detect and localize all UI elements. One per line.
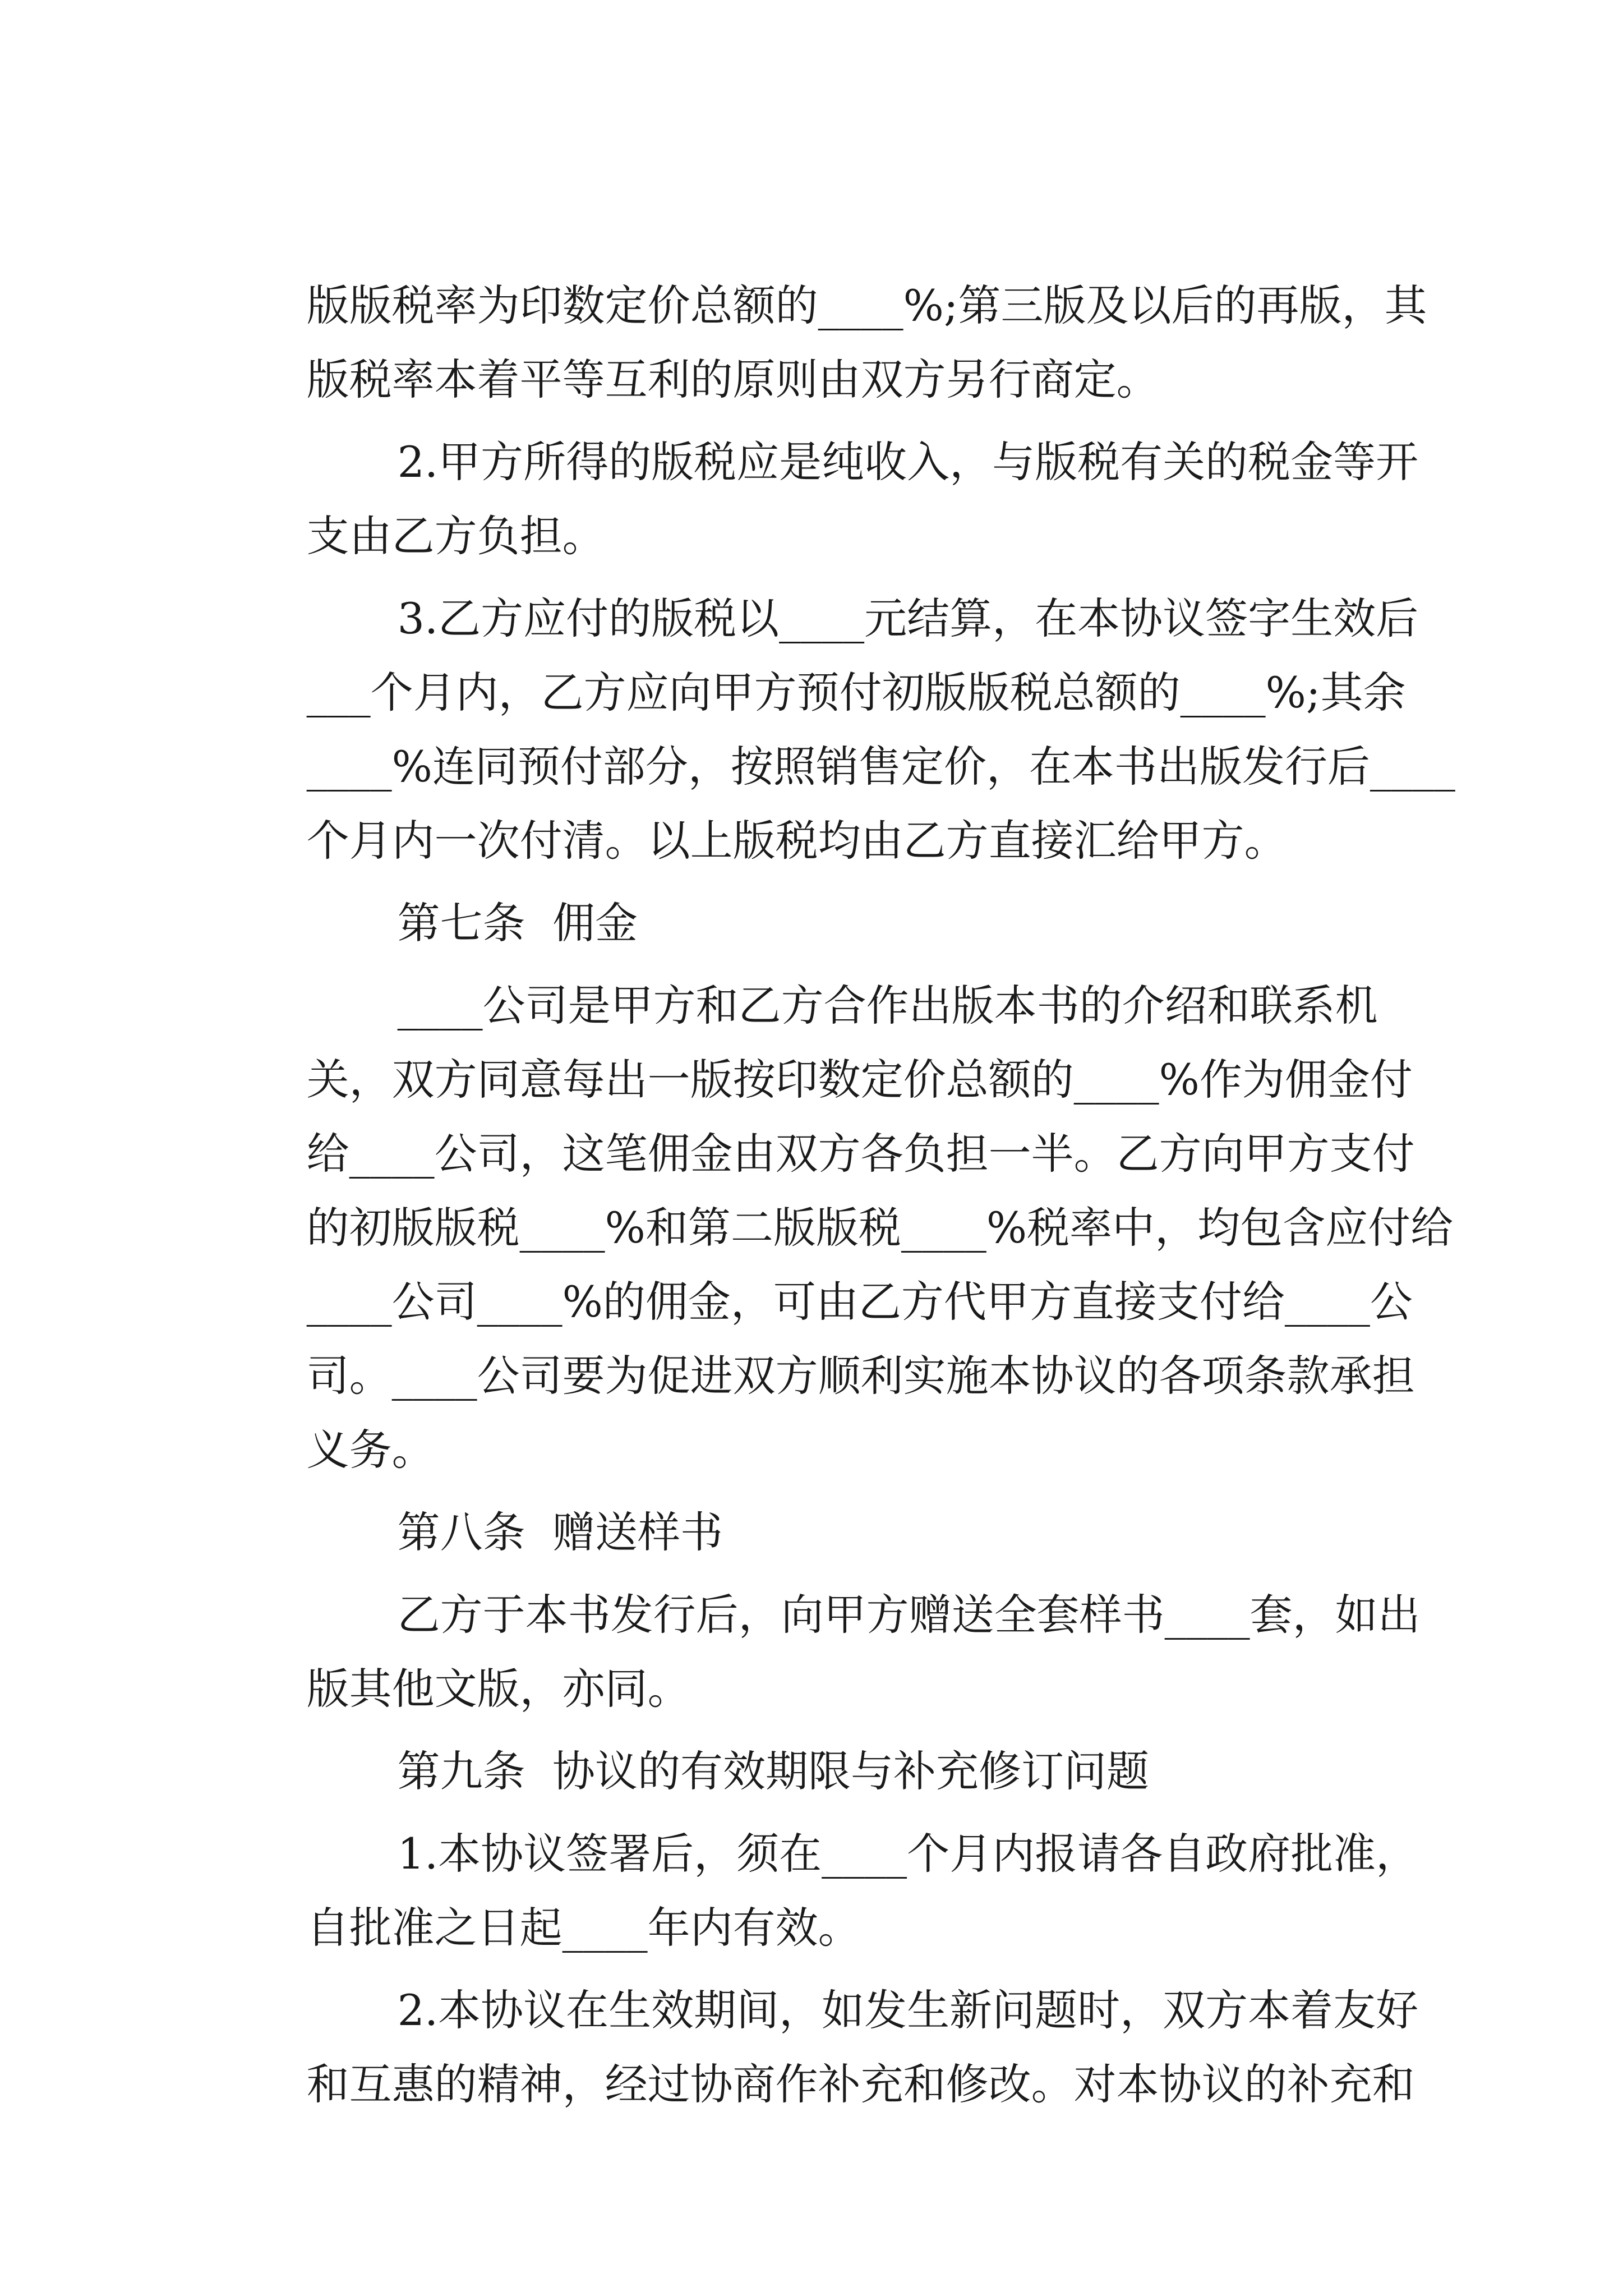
fill-blank: ____ (1370, 742, 1455, 792)
text-line (0, 674, 1623, 792)
text-segment: 2.本协议在生效期间，如发生新问题时，双方本着友好 (397, 1985, 1419, 2035)
heading-text: 第八条 赠送样书 (397, 1507, 723, 1557)
text-segment: %的佣金，可由乙方代甲方直接支付给 (562, 1277, 1285, 1327)
text-segment: %连同预付部分，按照销售定价，在本书出版发行后 (391, 742, 1370, 792)
text-segment: 公司要为促进双方顺利实施本协议的各项条款承担 (477, 1351, 1415, 1401)
fill-blank: ____ (822, 1829, 907, 1879)
text-line (0, 1992, 1623, 2109)
fill-blank: ___ (306, 668, 371, 717)
text-segment: %和第二版版税 (605, 1203, 901, 1253)
fill-blank: ____ (391, 1351, 477, 1401)
text-line (0, 600, 1623, 717)
text-line (0, 370, 1623, 487)
text-line (0, 1061, 1623, 1179)
text-segment: 元结算，在本协议签字生效后 (864, 593, 1419, 643)
text-segment: 年内有效。 (647, 1903, 861, 1953)
text-segment: 3.乙方应付的版税以 (397, 593, 780, 643)
text-segment: 的初版版税 (306, 1203, 520, 1253)
text-segment: 乙方于本书发行后，向甲方赠送全套样书 (397, 1590, 1165, 1640)
text-line (0, 1283, 1623, 1401)
text-segment: 公司，这笔佣金由双方各负担一半。乙方向甲方支付 (434, 1129, 1415, 1179)
text-segment: 个月内，乙方应向甲方预付初版版税总额的 (370, 668, 1181, 717)
fill-blank: ____ (477, 1277, 562, 1327)
text-line (0, 987, 1623, 1105)
fill-blank: ____ (397, 981, 483, 1030)
fill-blank: ____ (901, 1203, 986, 1253)
text-segment: 套，如出 (1249, 1590, 1421, 1640)
text-line (0, 1596, 1623, 1714)
fill-blank: ____ (306, 1277, 392, 1327)
fill-blank: ____ (1180, 668, 1266, 717)
text-segment: 关，双方同意每出一版按印数定价总额的 (306, 1055, 1074, 1105)
fill-blank: ____ (1073, 1055, 1159, 1105)
fill-blank: ____ (349, 1129, 435, 1179)
text-segment: %;其余 (1265, 668, 1406, 717)
heading-text: 第七条 佣金 (397, 898, 638, 948)
text-line (0, 526, 1623, 643)
text-segment: 2.甲方所得的版税应是纯收入，与版税有关的税金等开 (397, 437, 1419, 487)
fill-blank: ____ (562, 1903, 648, 1953)
text-segment: %作为佣金付 (1159, 1055, 1413, 1105)
text-segment: 版版税率为印数定价总额的 (306, 280, 818, 330)
text-segment: 公 (1370, 1277, 1413, 1327)
text-line (0, 1918, 1623, 2035)
text-segment: 自批准之日起 (306, 1903, 562, 1953)
text-segment: %;第三版及以后的再版，其 (903, 280, 1427, 330)
fill-blank: ____ (1284, 1277, 1370, 1327)
section-heading (0, 1679, 1623, 1796)
fill-blank: ____ (306, 742, 392, 792)
text-segment: 义务。 (306, 1425, 435, 1475)
fill-blank: ____ (779, 593, 865, 643)
fill-blank: ____ (1164, 1590, 1250, 1640)
text-segment: 支由乙方负担。 (306, 511, 605, 561)
text-segment: 给 (306, 1129, 349, 1179)
section-heading (0, 1440, 1623, 1557)
text-segment: 版其他文版，亦同。 (306, 1664, 690, 1714)
text-segment: 个月内报请各自政府批准， (907, 1829, 1419, 1879)
text-segment: 公司 (391, 1277, 477, 1327)
text-segment: 和互惠的精神，经过协商作补充和修改。对本协议的补充和 (306, 2059, 1415, 2109)
text-line (0, 1135, 1623, 1253)
text-line (0, 1761, 1623, 1879)
text-segment: %税率中，均包含应付给 (986, 1203, 1454, 1253)
text-segment: 版税率本着平等互利的原则由双方另行商定。 (306, 355, 1159, 404)
section-heading (0, 831, 1623, 948)
text-line (0, 1522, 1623, 1640)
text-line (0, 913, 1623, 1030)
text-line (0, 1358, 1623, 1475)
text-line (0, 287, 1623, 404)
text-line (0, 1209, 1623, 1327)
text-segment: 司。 (306, 1351, 392, 1401)
text-segment: 1.本协议签署后，须在 (397, 1829, 822, 1879)
heading-text: 第九条 协议的有效期限与补充修订问题 (397, 1746, 1149, 1796)
text-line (0, 444, 1623, 561)
text-segment: 公司是甲方和乙方合作出版本书的介绍和联系机 (482, 981, 1378, 1030)
text-line (0, 1835, 1623, 1953)
text-segment: 个月内一次付清。以上版税均由乙方直接汇给甲方。 (306, 816, 1287, 866)
fill-blank: ____ (519, 1203, 605, 1253)
text-line (0, 748, 1623, 866)
fill-blank: ____ (818, 280, 903, 330)
text-line (0, 213, 1623, 330)
